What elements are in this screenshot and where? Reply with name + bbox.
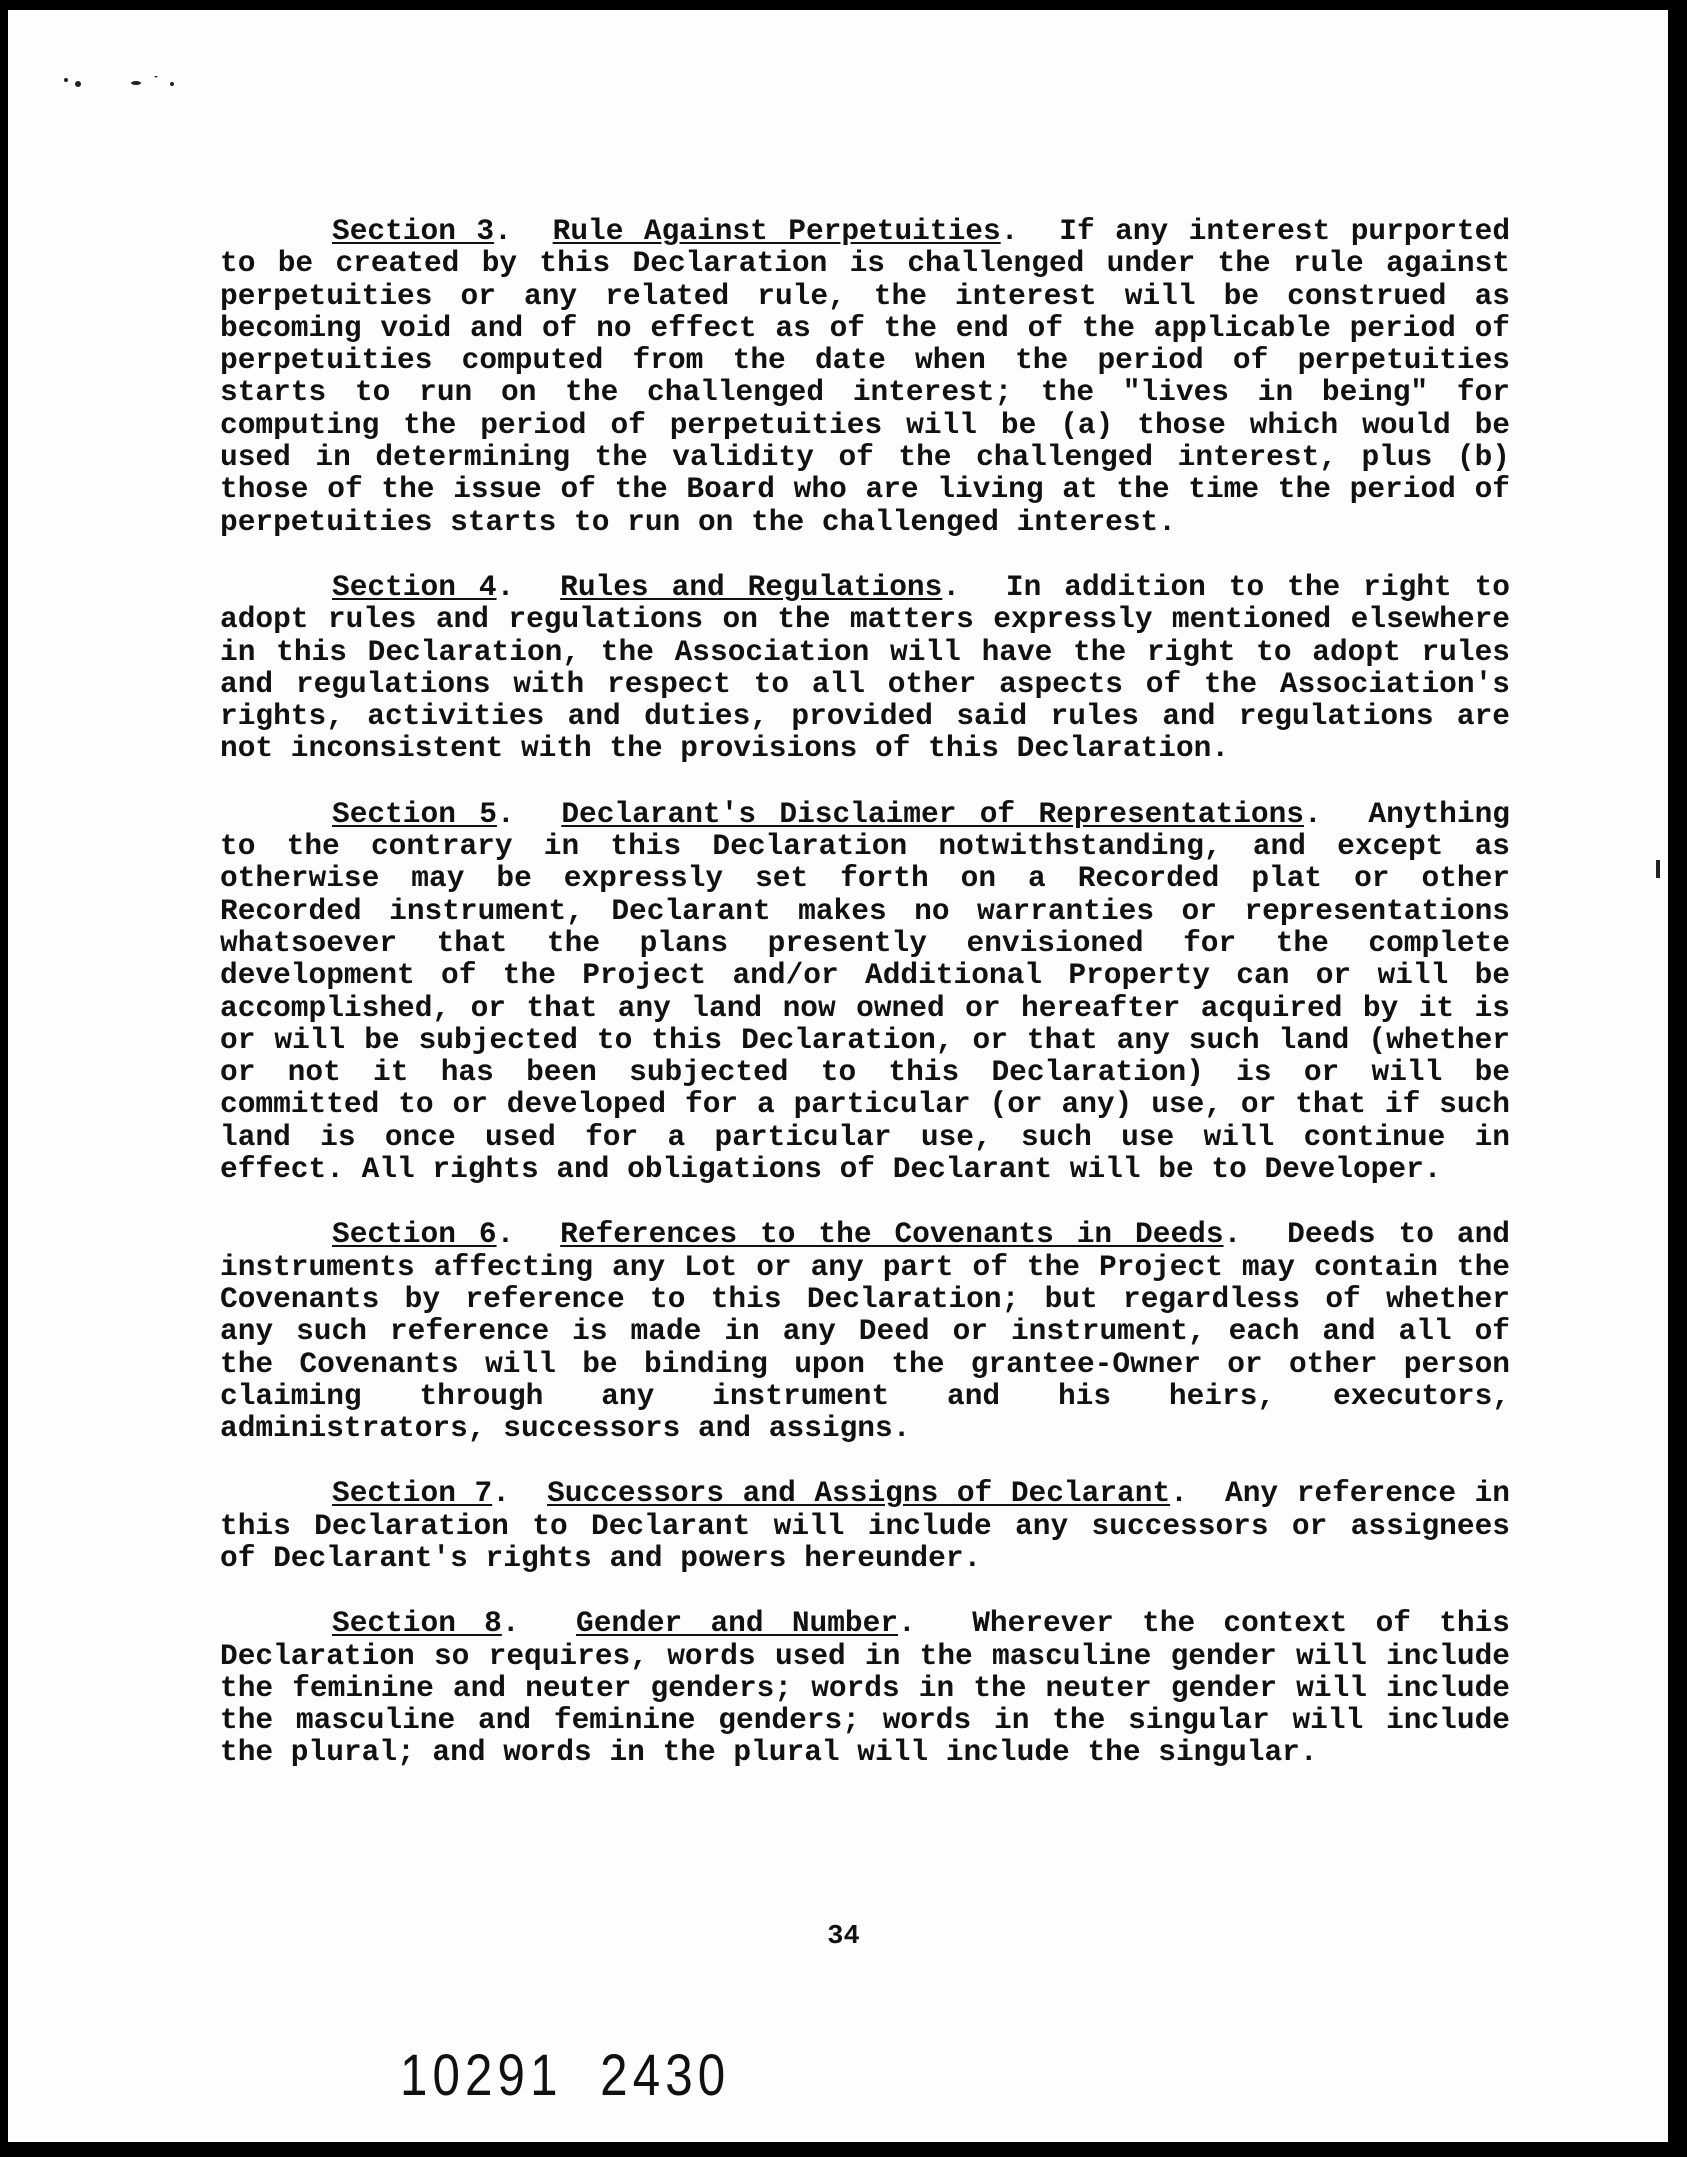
scan-specks (60, 76, 190, 106)
section-6-label: Section 6 (332, 1217, 497, 1252)
section-6: Section 6. References to the Covenants in Deeds. Deeds to and instruments affecting any Lot or any part of the Project may contain the Covenants by reference to this Declaration; but regardless of whether any such reference is made in any Deed or instrument, each and all of the Covenants will be binding upon the grantee-Owner or other person claiming through any instrument and his heirs, executors, administrators, successors and assigns. (220, 1217, 1511, 1446)
section-3-title: Rule Against Perpetuities (552, 214, 1001, 248)
section-3-label: Section 3 (332, 214, 495, 248)
section-6-title: References to the Covenants in Deeds (560, 1217, 1224, 1252)
section-4-label: Section 4 (332, 569, 497, 604)
document-page (8, 10, 1668, 2142)
section-7-title: Successors and Assigns of Declarant (547, 1476, 1171, 1511)
scan-edge-mark (1656, 860, 1660, 878)
section-8: Section 8. Gender and Number. Wherever the context of this Declaration so requires, words used in the masculine gender will include the feminine and neuter genders; words in the neuter gender will include the masculine and feminine genders; words in the singular will include the plural; and words in the plural will include the singular. (220, 1606, 1511, 1770)
section-4-text: In addition to the right to adopt rules and regulations on the matters expressly mentioned elsewhere in this Declaration, the Association will have the right to adopt rules and regulations with respect to all other aspects of the Association's rights, activities and duties, provided said rules and regulations are not inconsistent with the provisions of this Declaration. (220, 569, 1511, 766)
section-8-text: Wherever the context of this Declaration so requires, words used in the masculine gender will include the feminine and neuter genders; words in the neuter gender will include the masculine and feminine genders; words in the singular will include the plural; and words in the plural will include the singular. (220, 1606, 1511, 1770)
section-3-text: If any interest purported to be created by this Declaration is challenged under the rule against perpetuities or any related rule, the interest will be construed as becoming void and of no effect as of the end of the applicable period of perpetuities computed from the date when the period of perpetuities starts to run on the challenged interest; the "lives in being" for computing the period of perpetuities will be (a) those which would be used in determining the validity of the challenged interest, plus (b) those of the issue of the Board who are living at the time the period of perpetuities starts to run on the challenged interest. (220, 214, 1511, 539)
section-8-title: Gender and Number (576, 1606, 899, 1641)
record-stamp-number: 10291 2430 (400, 2043, 731, 2108)
section-8-label: Section 8 (332, 1606, 502, 1641)
section-4: Section 4. Rules and Regulations. In addition to the right to adopt rules and regulations on the matters expressly mentioned elsewhere in this Declaration, the Association will have the right to adopt rules and regulations with respect to all other aspects of the Association's rights, activities and duties, provided said rules and regulations are not inconsistent with the provisions of this Declaration. (220, 569, 1511, 766)
section-7-text: Any reference in this Declaration to Declarant will include any successors or assignees of Declarant's rights and powers hereunder. (220, 1476, 1511, 1575)
section-7: Section 7. Successors and Assigns of Declarant. Any reference in this Declaration to Declarant will include any successors or assignees of Declarant's rights and powers hereunder. (220, 1476, 1511, 1575)
section-3: Section 3. Rule Against Perpetuities. If any interest purported to be created by this Declaration is challenged under the rule against perpetuities or any related rule, the interest will be construed as becoming void and of no effect as of the end of the applicable period of perpetuities computed from the date when the period of perpetuities starts to run on the challenged interest; the "lives in being" for computing the period of perpetuities will be (a) those which would be used in determining the validity of the challenged interest, plus (b) those of the issue of the Board who are living at the time the period of perpetuities starts to run on the challenged interest. (220, 214, 1511, 539)
section-7-label: Section 7 (332, 1476, 493, 1511)
section-4-title: Rules and Regulations (560, 569, 943, 604)
section-6-text: Deeds to and instruments affecting any Lot or any part of the Project may contain the Covenants by reference to this Declaration; but regardless of whether any such reference is made in any Deed or instrument, each and all of the Covenants will be binding upon the grantee-Owner or other person claiming through any instrument and his heirs, executors, administrators, successors and assigns. (220, 1217, 1511, 1446)
section-5-label: Section 5 (332, 796, 497, 831)
section-5: Section 5. Declarant's Disclaimer of Representations. Anything to the contrary in this Declaration notwithstanding, and except as otherwise may be expressly set forth on a Recorded plat or other Recorded instrument, Declarant makes no warranties or representations whatsoever that the plans presently envisioned for the complete development of the Project and/or Additional Property can or will be accomplished, or that any land now owned or hereafter acquired by it is or will be subjected to this Declaration, or that any such land (whether or not it has been subjected to this Declaration) is or will be committed to or developed for a particular (or any) use, or that if such land is once used for a particular use, such use will continue in effect. All rights and obligations of Declarant will be to Developer. (220, 796, 1510, 1187)
section-5-title: Declarant's Disclaimer of Representations (561, 796, 1305, 831)
declaration-body (220, 215, 1510, 1802)
section-5-text: Anything to the contrary in this Declaration notwithstanding, and except as otherwise may be expressly set forth on a Recorded plat or other Recorded instrument, Declarant makes no warranties or representations whatsoever that the plans presently envisioned for the complete development of the Project and/or Additional Property can or will be accomplished, or that any land now owned or hereafter acquired by it is or will be subjected to this Declaration, or that any such land (whether or not it has been subjected to this Declaration) is or will be committed to or developed for a particular (or any) use, or that if such land is once used for a particular use, such use will continue in effect. All rights and obligations of Declarant will be to Developer. (220, 796, 1510, 1187)
page-number: 34 (827, 1922, 860, 1952)
